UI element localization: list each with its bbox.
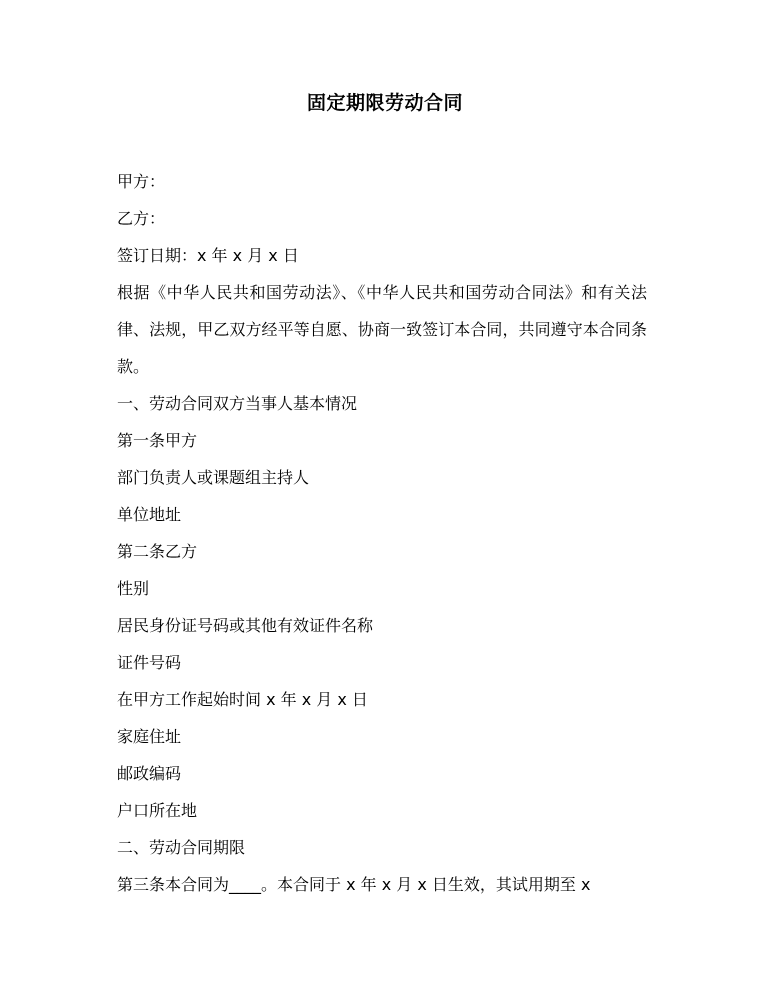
section-heading-contract-term: 二、劳动合同期限 xyxy=(117,838,246,857)
field-id-number: 证件号码 xyxy=(117,653,182,672)
signing-date-line: 签订日期：x 年 x 月 x 日 xyxy=(117,246,299,265)
section-heading-basic-info: 一、劳动合同双方当事人基本情况 xyxy=(117,394,358,413)
field-unit-address: 单位地址 xyxy=(117,505,182,524)
article-2-party-b: 第二条乙方 xyxy=(117,542,198,561)
party-b-line: 乙方： xyxy=(117,209,166,228)
field-id-document-name: 居民身份证号码或其他有效证件名称 xyxy=(117,616,374,635)
document-body xyxy=(117,163,657,903)
article-1-party-a: 第一条甲方 xyxy=(117,431,198,450)
article-3-contract-term: 第三条本合同为____。本合同于 x 年 x 月 x 日生效，其试用期至 x xyxy=(117,875,591,894)
field-home-address: 家庭住址 xyxy=(117,727,182,746)
field-postal-code: 邮政编码 xyxy=(117,764,182,783)
preamble-paragraph: 根据《中华人民共和国劳动法》、《中华人民共和国劳动合同法》和有关法律、法规，甲乙双方经平等自愿、协商一致签订本合同，共同遵守本合同条款。 xyxy=(117,283,647,376)
field-household-registration: 户口所在地 xyxy=(117,801,198,820)
party-a-line: 甲方： xyxy=(117,172,166,191)
field-employment-start: 在甲方工作起始时间 x 年 x 月 x 日 xyxy=(117,690,368,709)
field-gender: 性别 xyxy=(117,579,150,598)
document-title: 固定期限劳动合同 xyxy=(306,92,463,114)
field-department-head: 部门负责人或课题组主持人 xyxy=(117,468,310,487)
